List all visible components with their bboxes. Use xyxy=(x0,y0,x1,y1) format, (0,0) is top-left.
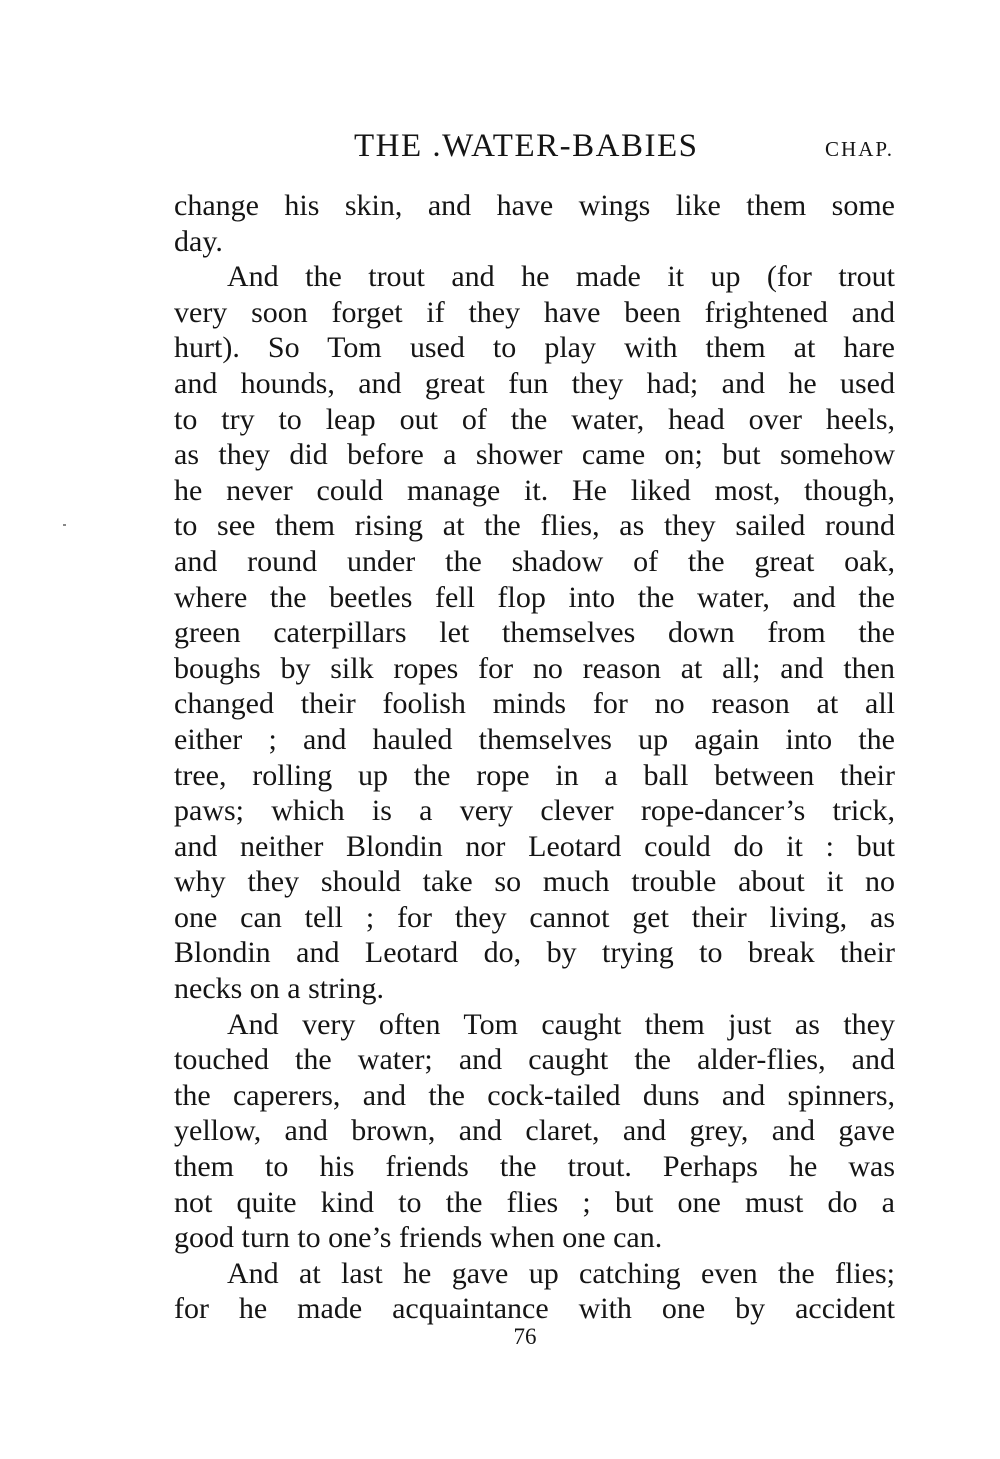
text-line: touched the water; and caught the alder-flies, and xyxy=(174,1043,895,1077)
text-line: day. xyxy=(174,224,223,258)
text-line: to see them rising at the flies, as they sailed round xyxy=(174,509,895,543)
text-line: for he made acquaintance with one by accident xyxy=(174,1292,895,1326)
text-line: changed their foolish minds for no reason at all xyxy=(174,687,895,721)
text-line: to try to leap out of the water, head over heels, xyxy=(174,402,895,436)
text-line: tree, rolling up the rope in a ball between their xyxy=(174,758,895,792)
text-line: and round under the shadow of the great oak, xyxy=(174,544,895,578)
text-line: why they should take so much trouble about it no xyxy=(174,865,895,899)
text-line: And the trout and he made it up (for trout xyxy=(227,260,895,294)
text-line: yellow, and brown, and claret, and grey, and gave xyxy=(174,1114,895,1148)
text-line: them to his friends the trout. Perhaps he was xyxy=(174,1150,895,1184)
text-line: very soon forget if they have been frightened and xyxy=(174,295,895,329)
body-text xyxy=(174,188,895,1327)
text-line: and hounds, and great fun they had; and he used xyxy=(174,366,895,400)
text-line: Blondin and Leotard do, by trying to break their xyxy=(174,936,895,970)
text-line: good turn to one’s friends when one can. xyxy=(174,1221,663,1255)
text-line: And at last he gave up catching even the flies; xyxy=(227,1256,895,1290)
text-line: change his skin, and have wings like them some xyxy=(174,189,895,222)
text-line: boughs by silk ropes for no reason at all; and then xyxy=(174,651,895,685)
text-line: And very often Tom caught them just as they xyxy=(227,1007,895,1041)
running-header xyxy=(174,124,894,168)
text-line: paws; which is a very clever rope-dancer’s trick, xyxy=(174,794,895,828)
running-title: THE .WATER-BABIES xyxy=(354,128,699,164)
text-line: as they did before a shower came on; but somehow xyxy=(174,438,895,472)
text-line: one can tell ; for they cannot get their living, as xyxy=(174,900,895,934)
text-line: necks on a string. xyxy=(174,972,384,1006)
text-line: hurt). So Tom used to play with them at hare xyxy=(174,331,895,365)
text-line: the caperers, and the cock-tailed duns and spinners, xyxy=(174,1078,895,1112)
text-line: and neither Blondin nor Leotard could do it : but xyxy=(174,829,895,863)
page-number: 76 xyxy=(513,1324,537,1349)
text-line: not quite kind to the flies ; but one must do a xyxy=(174,1185,895,1219)
scan-speck xyxy=(63,524,66,526)
text-line: green caterpillars let themselves down from the xyxy=(174,616,895,650)
text-line: he never could manage it. He liked most, though, xyxy=(174,473,895,507)
text-line: where the beetles fell flop into the water, and the xyxy=(174,580,895,614)
chapter-label: CHAP. xyxy=(825,137,894,161)
text-line: either ; and hauled themselves up again into the xyxy=(174,722,895,756)
